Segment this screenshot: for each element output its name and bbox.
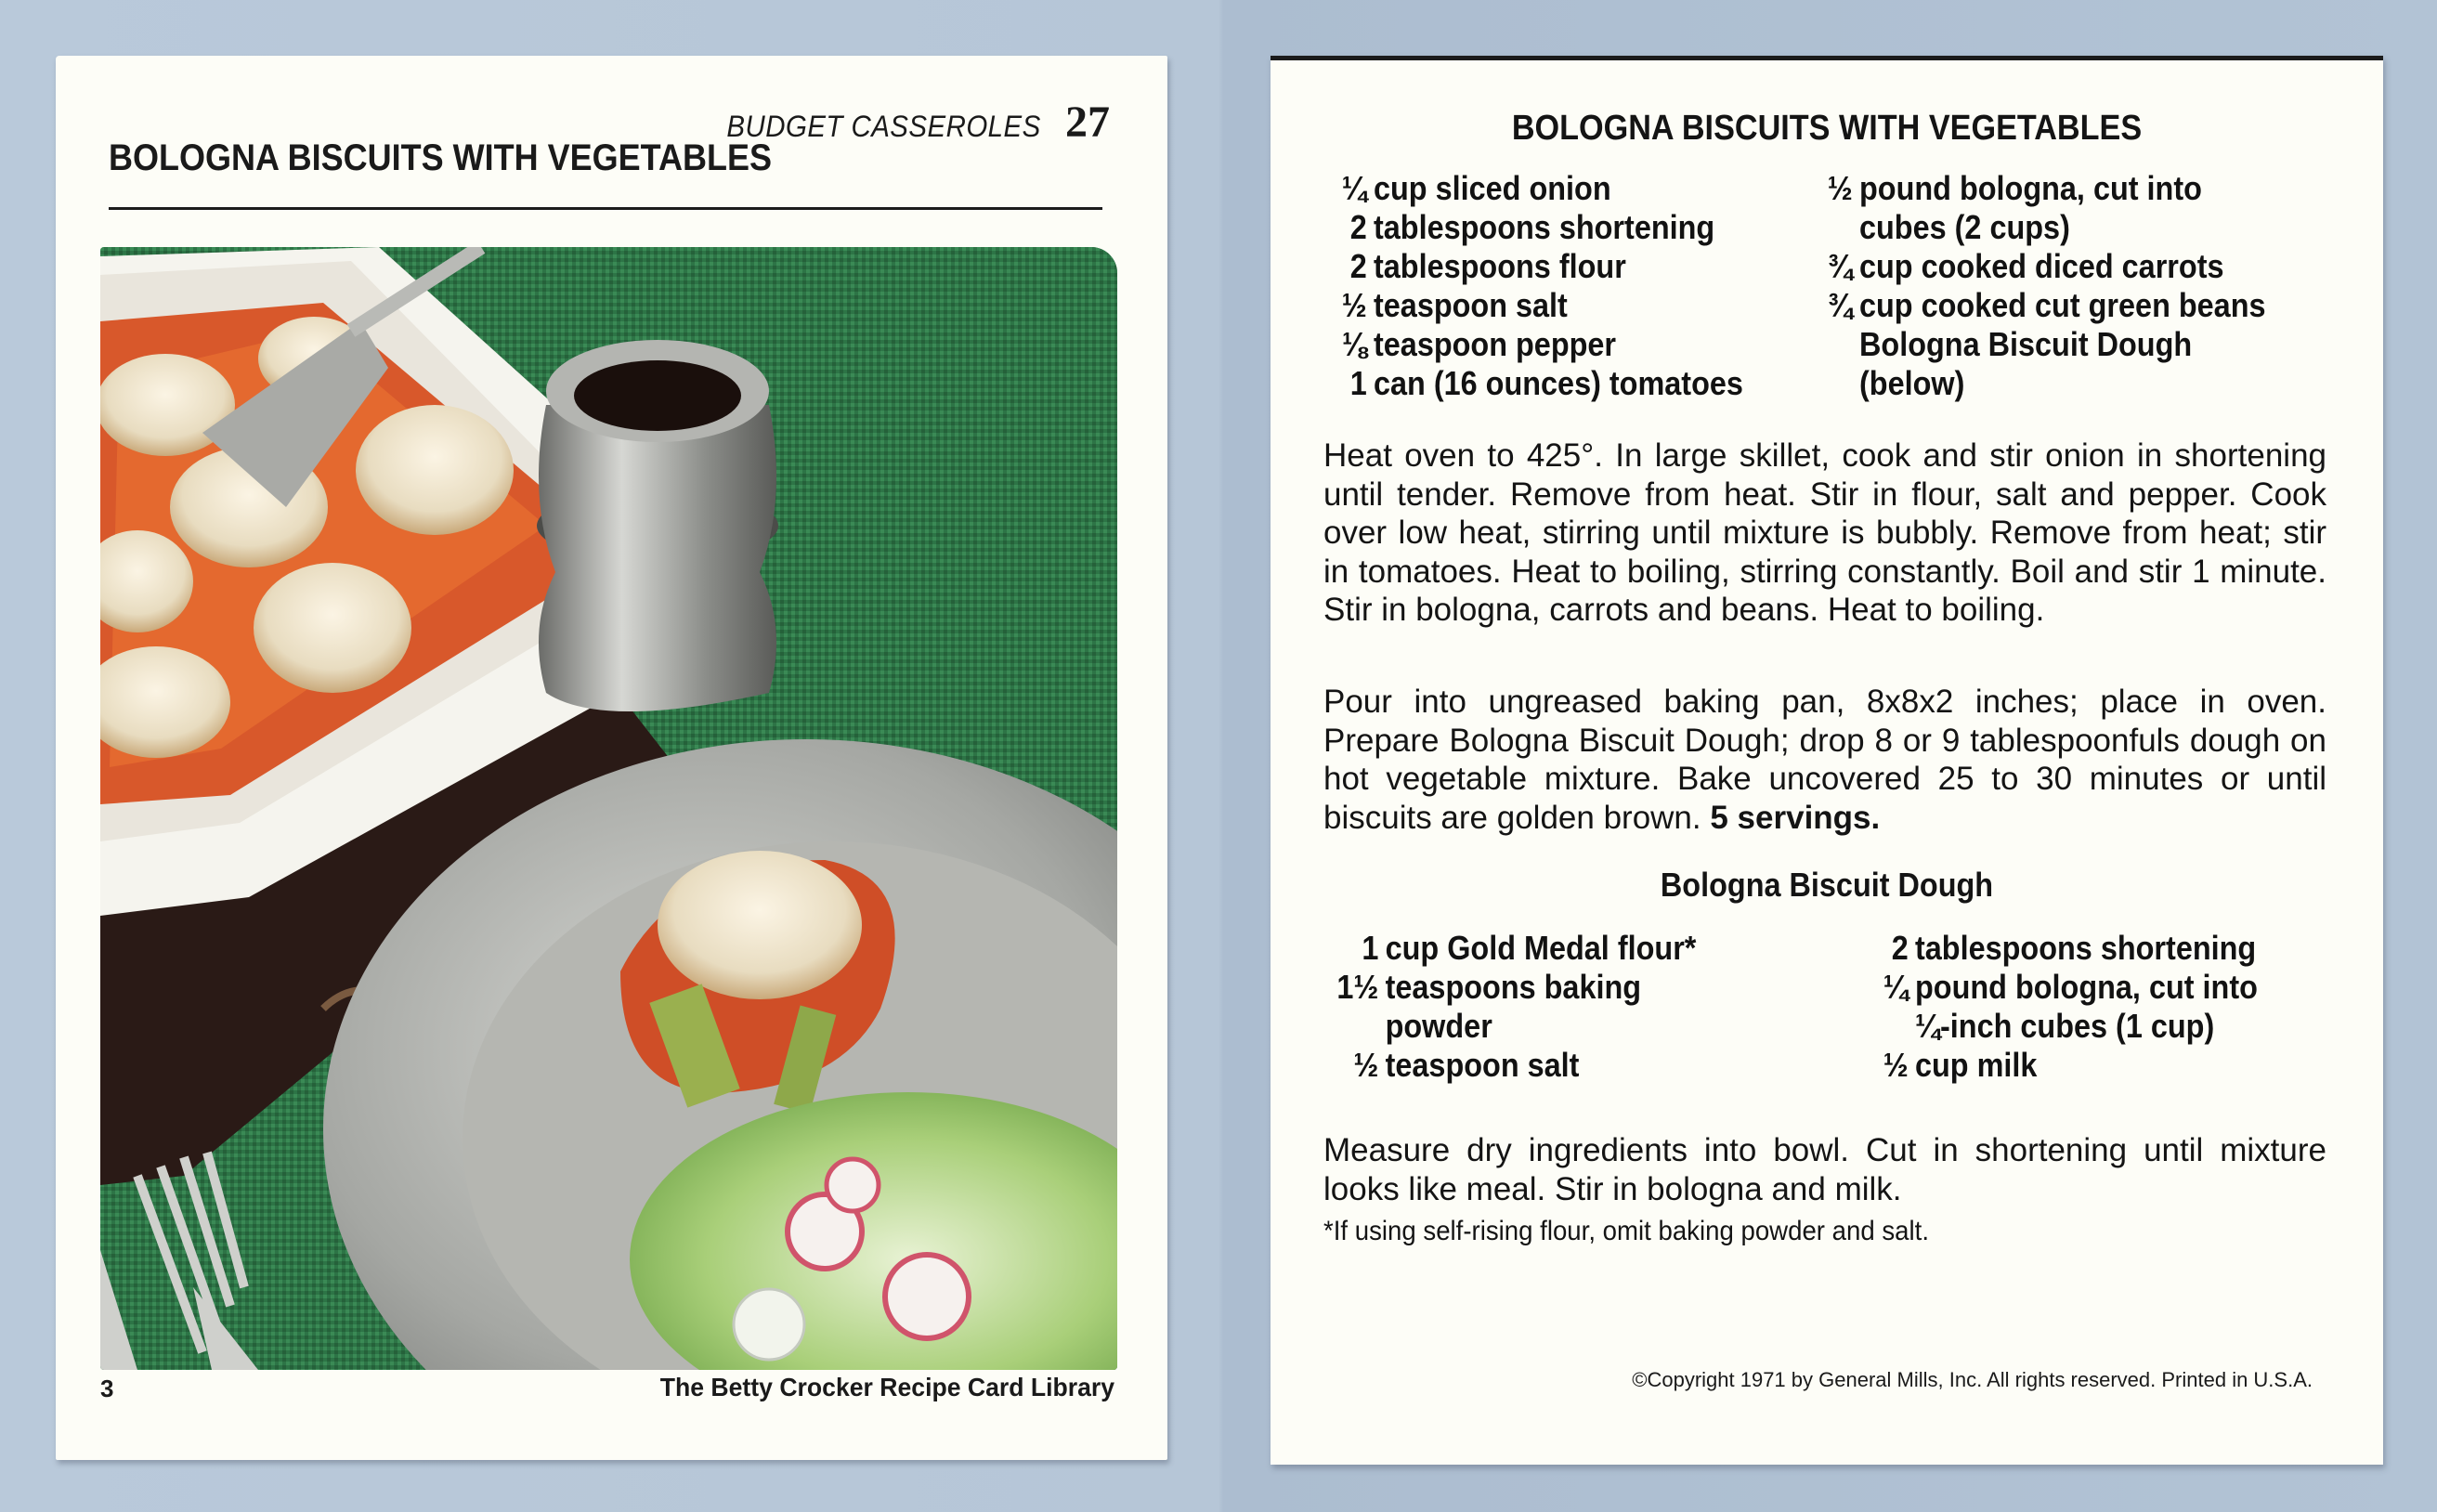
ingredient-text: (below)	[1859, 364, 1965, 402]
ingredient-qty: ¼	[1341, 169, 1367, 207]
copyright-notice: ©Copyright 1971 by General Mills, Inc. All rights reserved. Printed in U.S.A.	[1632, 1368, 2313, 1391]
ingredient-qty: ¼	[1883, 968, 1909, 1006]
ingredient-text: powder	[1385, 1007, 1492, 1045]
ingredient-item	[1809, 247, 2266, 286]
recipe-photo	[100, 247, 1117, 1370]
ingredient-qty: ¾	[1827, 247, 1853, 285]
servings-label: 5 servings.	[1710, 799, 1881, 836]
ingredient-qty: ½	[1883, 1046, 1909, 1084]
card-number: 27	[1065, 98, 1110, 147]
ingredient-qty: 1	[1362, 929, 1379, 967]
ingredient-item	[1323, 247, 1743, 286]
ingredients-left-column	[1323, 169, 1790, 403]
ingredient-qty: ½	[1827, 169, 1853, 207]
ingredient-item	[1323, 208, 1743, 247]
directions-paragraph-1: Heat oven to 425°. In large skillet, cook and stir onion in shortening until tender. Remove from heat. Stir in flour, salt and pepper. Cook over low heat, stirring until mixture is bubbly. Remove from heat; stir in tomatoes. Heat to boiling, stirring constantly. Boil and stir 1 minute. Stir in bologna, carrots and beans. Heat to boiling.	[1323, 437, 2326, 628]
directions-text: Pour into ungreased baking pan, 8x8x2 inches; place in oven. Prepare Bologna Biscuit Dough; drop 8 or 9 tablespoonfuls dough on hot vegetable mixture. Bake uncovered 25 to 30 minutes or until biscuits are golden brown.	[1323, 684, 2326, 836]
footer-brand: The Betty Crocker Recipe Card Library	[659, 1373, 1114, 1401]
ingredient-item	[1809, 325, 2266, 364]
ingredient-item	[1323, 364, 1743, 403]
ingredient-text: cubes (2 cups)	[1859, 208, 2070, 246]
ingredient-qty	[1809, 364, 1859, 403]
ingredient-qty	[1323, 1007, 1386, 1046]
recipe-card-back	[1271, 56, 2383, 1465]
ingredient-item	[1323, 286, 1743, 325]
ingredient-item	[1323, 929, 1696, 968]
dough-ingredients-left	[1323, 929, 1738, 1085]
ingredient-text: tablespoons flour	[1374, 247, 1626, 285]
ingredient-text: cup sliced onion	[1374, 169, 1611, 207]
dough-directions: Measure dry ingredients into bowl. Cut in shortening until mixture looks like meal. Stir in bologna and milk.	[1323, 1132, 2326, 1207]
ingredient-text: pound bologna, cut into	[1915, 968, 2258, 1006]
ingredient-text: pound bologna, cut into	[1859, 169, 2202, 207]
ingredient-text: teaspoon salt	[1385, 1046, 1580, 1084]
recipe-title: BOLOGNA BISCUITS WITH VEGETABLES	[1511, 109, 2143, 148]
title-divider	[109, 207, 1102, 210]
ingredient-item	[1323, 1007, 1696, 1046]
ingredient-qty: ¾	[1827, 286, 1853, 324]
food-photo-illustration	[100, 247, 1117, 1370]
ingredient-item	[1865, 968, 2258, 1007]
ingredient-item	[1865, 929, 2258, 968]
dough-subtitle: Bologna Biscuit Dough	[1660, 866, 1994, 904]
ingredient-item	[1323, 968, 1696, 1007]
ingredient-qty: ½	[1353, 1046, 1379, 1084]
ingredient-item	[1865, 1046, 2258, 1085]
directions-paragraph-2	[1323, 683, 2326, 837]
ingredient-qty: 1½	[1336, 968, 1379, 1006]
ingredient-text: ¼-inch cubes (1 cup)	[1915, 1007, 2215, 1045]
ingredient-qty: 1	[1349, 364, 1367, 402]
ingredient-text: cup cooked cut green beans	[1859, 286, 2266, 324]
ingredient-text: cup cooked diced carrots	[1859, 247, 2224, 285]
ingredient-text: Bologna Biscuit Dough	[1859, 325, 2193, 363]
ingredient-text: teaspoon pepper	[1374, 325, 1617, 363]
ingredient-text: teaspoon salt	[1374, 286, 1568, 324]
recipe-card-front	[56, 56, 1167, 1460]
ingredient-item	[1809, 286, 2266, 325]
footer-card-number: 3	[100, 1375, 114, 1402]
ingredient-item	[1809, 364, 2266, 403]
ingredients-right-column	[1809, 169, 2316, 403]
ingredient-qty	[1809, 325, 1859, 364]
ingredient-text: tablespoons shortening	[1374, 208, 1715, 246]
ingredient-item	[1865, 1007, 2258, 1046]
ingredient-qty: ½	[1341, 286, 1367, 324]
ingredient-qty: 2	[1349, 247, 1367, 285]
ingredient-text: cup milk	[1915, 1046, 2038, 1084]
recipe-title: BOLOGNA BISCUITS WITH VEGETABLES	[109, 137, 773, 178]
ingredient-qty	[1865, 1007, 1915, 1046]
ingredient-item	[1323, 169, 1743, 208]
ingredient-text: cup Gold Medal flour*	[1385, 929, 1697, 967]
ingredient-item	[1323, 1046, 1696, 1085]
ingredient-item	[1809, 208, 2266, 247]
ingredient-text: tablespoons shortening	[1915, 929, 2257, 967]
category-label: BUDGET CASSEROLES	[726, 110, 1041, 143]
ingredient-qty	[1809, 208, 1859, 247]
ingredient-item	[1809, 169, 2266, 208]
dough-ingredients-right	[1865, 929, 2301, 1085]
ingredient-item	[1323, 325, 1743, 364]
ingredient-text: can (16 ounces) tomatoes	[1374, 364, 1743, 402]
ingredient-qty: ⅛	[1341, 325, 1367, 363]
ingredient-qty: 2	[1349, 208, 1367, 246]
flour-footnote: *If using self-rising flour, omit baking powder and salt.	[1323, 1216, 1930, 1246]
ingredient-qty: 2	[1891, 929, 1909, 967]
ingredient-text: teaspoons baking	[1385, 968, 1642, 1006]
